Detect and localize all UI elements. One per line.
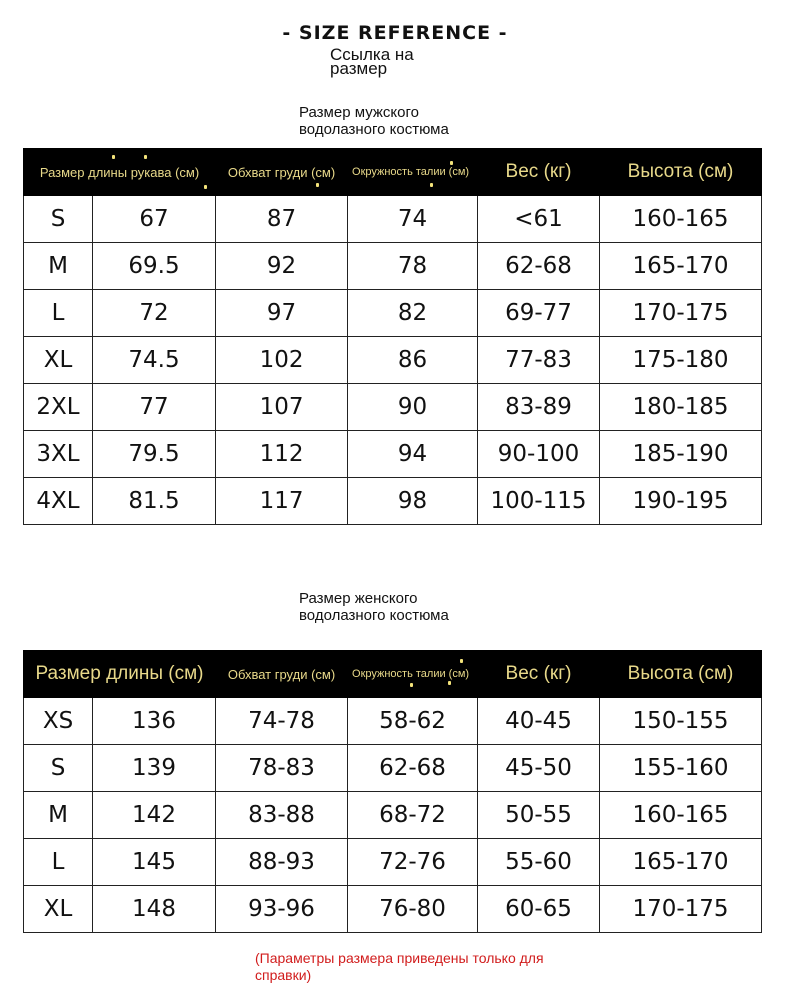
weight-cell: 45-50: [478, 745, 600, 792]
reference-note: (Параметры размера приведены только для справки): [255, 950, 544, 983]
length-cell: 79.5: [93, 431, 216, 478]
height-cell: 150-155: [600, 698, 762, 745]
women-col-length: [24, 651, 216, 698]
chest-cell: 117: [216, 478, 348, 525]
size-cell: 3XL: [24, 431, 93, 478]
length-cell: 81.5: [93, 478, 216, 525]
men-col-weight-label: Вес (кг): [505, 161, 572, 182]
size-cell: XL: [24, 886, 93, 933]
size-cell: L: [24, 839, 93, 886]
table-row: [24, 431, 762, 478]
waist-cell: 90: [348, 384, 478, 431]
waist-cell: 94: [348, 431, 478, 478]
chest-cell: 107: [216, 384, 348, 431]
length-cell: 139: [93, 745, 216, 792]
length-cell: 67: [93, 196, 216, 243]
length-cell: 74.5: [93, 337, 216, 384]
weight-cell: 100-115: [478, 478, 600, 525]
men-col-waist: [348, 149, 478, 196]
waist-cell: 72-76: [348, 839, 478, 886]
table-row: [24, 243, 762, 290]
waist-cell: 68-72: [348, 792, 478, 839]
waist-cell: 74: [348, 196, 478, 243]
men-table-caption: Размер мужского водолазного костюма: [299, 104, 449, 138]
waist-cell: 82: [348, 290, 478, 337]
glint-icon: [430, 183, 433, 187]
table-row: [24, 886, 762, 933]
chest-cell: 74-78: [216, 698, 348, 745]
chest-cell: 112: [216, 431, 348, 478]
women-col-weight-label: Вес (кг): [505, 663, 572, 684]
height-cell: 185-190: [600, 431, 762, 478]
height-cell: 180-185: [600, 384, 762, 431]
chest-cell: 87: [216, 196, 348, 243]
size-cell: S: [24, 745, 93, 792]
height-cell: 165-170: [600, 839, 762, 886]
size-cell: L: [24, 290, 93, 337]
chest-cell: 78-83: [216, 745, 348, 792]
height-cell: 170-175: [600, 290, 762, 337]
waist-cell: 98: [348, 478, 478, 525]
waist-cell: 86: [348, 337, 478, 384]
table-row: [24, 337, 762, 384]
women-table-caption: Размер женского водолазного костюма: [299, 590, 449, 624]
women-size-table: [23, 650, 762, 933]
waist-cell: 58-62: [348, 698, 478, 745]
chest-cell: 93-96: [216, 886, 348, 933]
glint-icon: [316, 183, 319, 187]
page-subtitle: Ссылка на размер: [330, 45, 414, 78]
women-col-weight: [478, 651, 600, 698]
men-col-length-label: Размер длины рукава (см): [39, 164, 200, 180]
weight-cell: 69-77: [478, 290, 600, 337]
men-header-row: [24, 149, 762, 196]
men-col-weight: [478, 149, 600, 196]
weight-cell: 60-65: [478, 886, 600, 933]
length-cell: 136: [93, 698, 216, 745]
table-row: [24, 745, 762, 792]
glint-icon: [450, 161, 453, 165]
waist-cell: 78: [348, 243, 478, 290]
size-cell: XL: [24, 337, 93, 384]
women-col-length-label: Размер длины (см): [35, 663, 204, 684]
women-col-height-label: Высота (см): [627, 663, 734, 684]
chest-cell: 88-93: [216, 839, 348, 886]
chest-cell: 83-88: [216, 792, 348, 839]
men-col-length: [24, 149, 216, 196]
weight-cell: 90-100: [478, 431, 600, 478]
table-row: [24, 792, 762, 839]
men-size-table: [23, 148, 762, 525]
size-cell: XS: [24, 698, 93, 745]
height-cell: 175-180: [600, 337, 762, 384]
women-col-chest-label: Обхват груди (см): [227, 666, 336, 682]
women-col-height: [600, 651, 762, 698]
length-cell: 69.5: [93, 243, 216, 290]
height-cell: 160-165: [600, 196, 762, 243]
length-cell: 142: [93, 792, 216, 839]
size-cell: M: [24, 792, 93, 839]
weight-cell: <61: [478, 196, 600, 243]
glint-icon: [144, 155, 147, 159]
weight-cell: 50-55: [478, 792, 600, 839]
chest-cell: 92: [216, 243, 348, 290]
size-cell: M: [24, 243, 93, 290]
men-col-waist-label: Окружность талии (см): [352, 166, 470, 178]
length-cell: 145: [93, 839, 216, 886]
table-row: [24, 698, 762, 745]
men-col-height: [600, 149, 762, 196]
chest-cell: 102: [216, 337, 348, 384]
size-cell: S: [24, 196, 93, 243]
waist-cell: 62-68: [348, 745, 478, 792]
glint-icon: [410, 683, 413, 687]
waist-cell: 76-80: [348, 886, 478, 933]
women-col-chest: [216, 651, 348, 698]
men-col-chest: [216, 149, 348, 196]
glint-icon: [460, 659, 463, 663]
men-col-chest-label: Обхват груди (см): [227, 164, 336, 180]
length-cell: 72: [93, 290, 216, 337]
table-row: [24, 839, 762, 886]
height-cell: 160-165: [600, 792, 762, 839]
weight-cell: 62-68: [478, 243, 600, 290]
height-cell: 155-160: [600, 745, 762, 792]
chest-cell: 97: [216, 290, 348, 337]
men-col-height-label: Высота (см): [627, 161, 734, 182]
height-cell: 190-195: [600, 478, 762, 525]
page-title: - SIZE REFERENCE -: [282, 22, 508, 44]
weight-cell: 83-89: [478, 384, 600, 431]
glint-icon: [448, 681, 451, 685]
length-cell: 148: [93, 886, 216, 933]
table-row: [24, 384, 762, 431]
women-col-waist: [348, 651, 478, 698]
height-cell: 165-170: [600, 243, 762, 290]
glint-icon: [204, 185, 207, 189]
length-cell: 77: [93, 384, 216, 431]
size-cell: 4XL: [24, 478, 93, 525]
table-row: [24, 478, 762, 525]
table-row: [24, 196, 762, 243]
women-col-waist-label: Окружность талии (см): [352, 668, 470, 680]
women-header-row: [24, 651, 762, 698]
weight-cell: 77-83: [478, 337, 600, 384]
size-cell: 2XL: [24, 384, 93, 431]
height-cell: 170-175: [600, 886, 762, 933]
weight-cell: 55-60: [478, 839, 600, 886]
glint-icon: [112, 155, 115, 159]
weight-cell: 40-45: [478, 698, 600, 745]
table-row: [24, 290, 762, 337]
